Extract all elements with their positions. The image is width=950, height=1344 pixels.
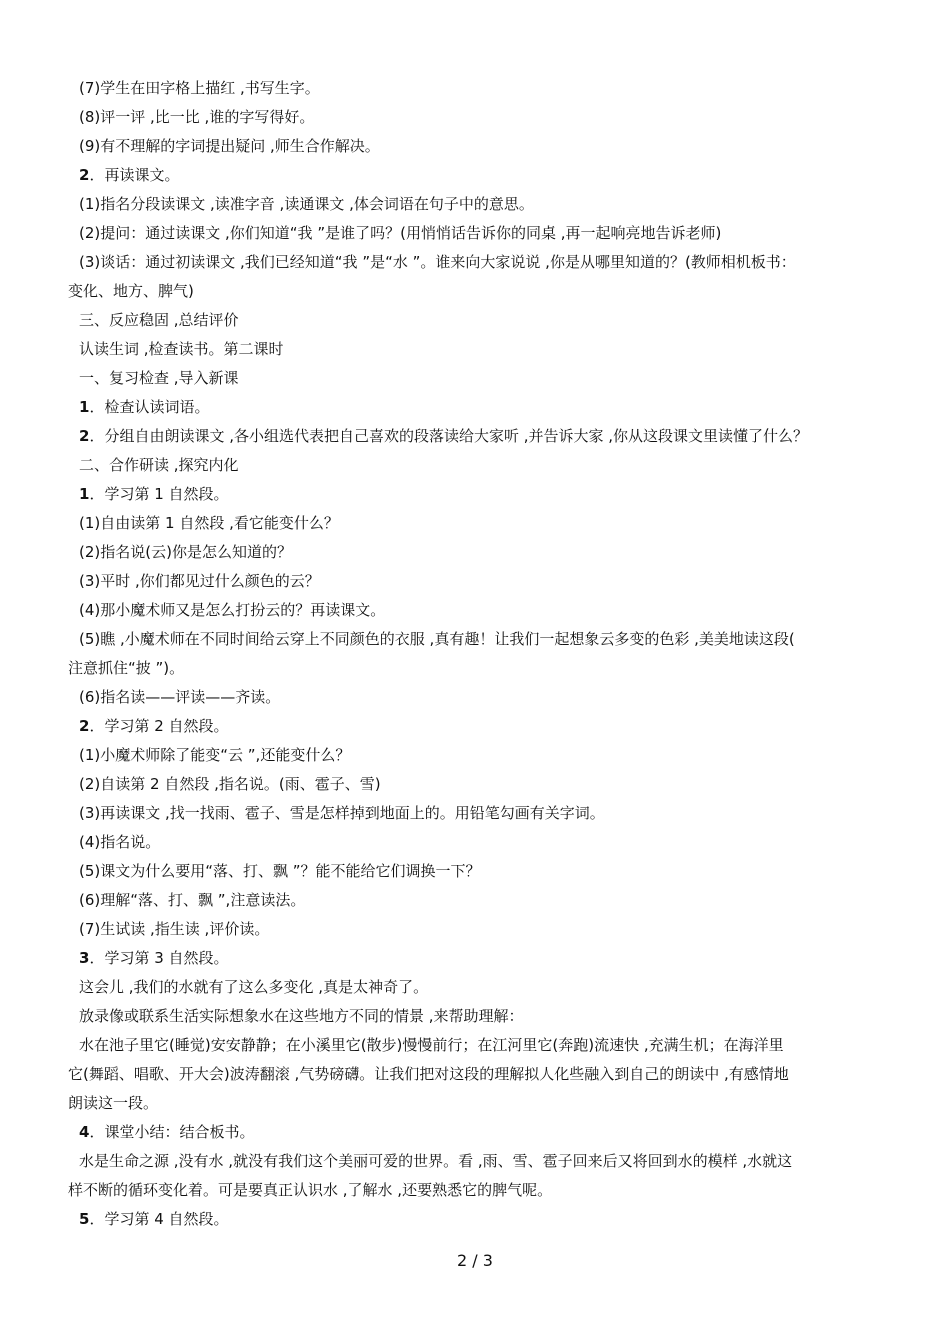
text-line <box>68 1060 888 1089</box>
line-text: (5)瞧 ,小魔术师在不同时间给云穿上不同颜色的衣服 ,真有趣！让我们一起想象云多变的色彩 ,美美地读这段( <box>79 630 795 648</box>
item-number: 4 <box>79 1123 90 1141</box>
line-text: ．再读课文。 <box>89 166 180 184</box>
line-text: ．课堂小结：结合板书。 <box>89 1123 255 1141</box>
line-text: (2)提问：通过读课文 ,你们知道“我 ”是谁了吗？(用悄悄话告诉你的同桌 ,再一起响亮地告诉老师) <box>79 224 722 242</box>
text-line <box>68 132 888 161</box>
text-line <box>68 306 888 335</box>
text-line <box>68 1031 888 1060</box>
line-text: (2)自读第 2 自然段 ,指名说。(雨、雹子、雪) <box>79 775 381 793</box>
line-text: (7)生试读 ,指生读 ,评价读。 <box>79 920 270 938</box>
text-line <box>68 509 888 538</box>
line-text: 注意抓住“披 ”)。 <box>68 659 185 677</box>
line-text: (6)指名读——评读——齐读。 <box>79 688 281 706</box>
line-text: (2)指名说(云)你是怎么知道的？ <box>79 543 292 561</box>
line-text: 二、合作研读 ,探究内化 <box>79 456 239 474</box>
document-body <box>68 74 888 1234</box>
text-line <box>68 248 888 277</box>
text-line <box>68 219 888 248</box>
text-line <box>68 944 888 973</box>
text-line <box>68 654 888 683</box>
line-text: (4)指名说。 <box>79 833 161 851</box>
line-text: (8)评一评 ,比一比 ,谁的字写得好。 <box>79 108 315 126</box>
text-line <box>68 915 888 944</box>
line-text: 三、反应稳固 ,总结评价 <box>79 311 239 329</box>
line-text: (3)平时 ,你们都见过什么颜色的云？ <box>79 572 320 590</box>
line-text: 朗读这一段。 <box>68 1094 159 1112</box>
text-line <box>68 364 888 393</box>
text-line <box>68 712 888 741</box>
line-text: 它(舞蹈、唱歌、开大会)波涛翻滚 ,气势磅礴。让我们把对这段的理解拟人化些融入到自己的朗读中 ,有感情地 <box>68 1065 789 1083</box>
text-line <box>68 770 888 799</box>
text-line <box>68 1089 888 1118</box>
item-number: 5 <box>79 1210 90 1228</box>
text-line <box>68 1176 888 1205</box>
text-line <box>68 74 888 103</box>
text-line <box>68 1118 888 1147</box>
text-line <box>68 480 888 509</box>
item-number: 2 <box>79 717 90 735</box>
text-line <box>68 1147 888 1176</box>
line-text: 变化、地方、脾气) <box>68 282 194 300</box>
text-line <box>68 1205 888 1234</box>
item-number: 2 <box>79 166 90 184</box>
item-number: 1 <box>79 398 90 416</box>
text-line <box>68 422 888 451</box>
text-line <box>68 799 888 828</box>
text-line <box>68 625 888 654</box>
line-text: (3)再读课文 ,找一找雨、雹子、雪是怎样掉到地面上的。用铅笔勾画有关字词。 <box>79 804 605 822</box>
line-text: ．学习第 2 自然段。 <box>89 717 229 735</box>
line-text: 认读生词 ,检查读书。第二课时 <box>79 340 284 358</box>
line-text: ．学习第 1 自然段。 <box>89 485 229 503</box>
line-text: (1)小魔术师除了能变“云 ”,还能变什么？ <box>79 746 351 764</box>
text-line <box>68 451 888 480</box>
text-line <box>68 161 888 190</box>
line-text: (3)谈话：通过初读课文 ,我们已经知道“我 ”是“水 ”。谁来向大家说说 ,你是从哪里知道的？(教师相机板书： <box>79 253 796 271</box>
page-number: 2 / 3 <box>457 1251 493 1270</box>
line-text: (7)学生在田字格上描红 ,书写生字。 <box>79 79 320 97</box>
line-text: (4)那小魔术师又是怎么打扮云的？再读课文。 <box>79 601 386 619</box>
text-line <box>68 190 888 219</box>
text-line <box>68 683 888 712</box>
line-text: ．检查认读词语。 <box>89 398 210 416</box>
line-text: (1)指名分段读课文 ,读准字音 ,读通课文 ,体会词语在句子中的意思。 <box>79 195 534 213</box>
text-line <box>68 1002 888 1031</box>
line-text: ．学习第 4 自然段。 <box>89 1210 229 1228</box>
text-line <box>68 393 888 422</box>
item-number: 3 <box>79 949 90 967</box>
line-text: (5)课文为什么要用“落、打、飘 ”？能不能给它们调换一下？ <box>79 862 481 880</box>
text-line <box>68 103 888 132</box>
line-text: 水是生命之源 ,没有水 ,就没有我们这个美丽可爱的世界。看 ,雨、雪、雹子回来后又将回到水的模样 ,水就这 <box>79 1152 793 1170</box>
text-line <box>68 596 888 625</box>
line-text: (6)理解“落、打、飘 ”,注意读法。 <box>79 891 306 909</box>
item-number: 1 <box>79 485 90 503</box>
line-text: 水在池子里它(睡觉)安安静静；在小溪里它(散步)慢慢前行；在江河里它(奔跑)流速快 ,充满生机；在海洋里 <box>79 1036 784 1054</box>
text-line <box>68 886 888 915</box>
text-line <box>68 567 888 596</box>
line-text: ．分组自由朗读课文 ,各小组选代表把自己喜欢的段落读给大家听 ,并告诉大家 ,你从这段课文里读懂了什么？ <box>89 427 809 445</box>
line-text: (1)自由读第 1 自然段 ,看它能变什么？ <box>79 514 339 532</box>
text-line <box>68 538 888 567</box>
text-line <box>68 973 888 1002</box>
text-line <box>68 277 888 306</box>
line-text: 放录像或联系生活实际想象水在这些地方不同的情景 ,来帮助理解： <box>79 1007 524 1025</box>
text-line <box>68 335 888 364</box>
line-text: 这会儿 ,我们的水就有了这么多变化 ,真是太神奇了。 <box>79 978 429 996</box>
item-number: 2 <box>79 427 90 445</box>
line-text: (9)有不理解的字词提出疑问 ,师生合作解决。 <box>79 137 380 155</box>
line-text: 样不断的循环变化着。可是要真正认识水 ,了解水 ,还要熟悉它的脾气呢。 <box>68 1181 553 1199</box>
line-text: 一、复习检查 ,导入新课 <box>79 369 239 387</box>
text-line <box>68 857 888 886</box>
text-line <box>68 828 888 857</box>
text-line <box>68 741 888 770</box>
line-text: ．学习第 3 自然段。 <box>89 949 229 967</box>
